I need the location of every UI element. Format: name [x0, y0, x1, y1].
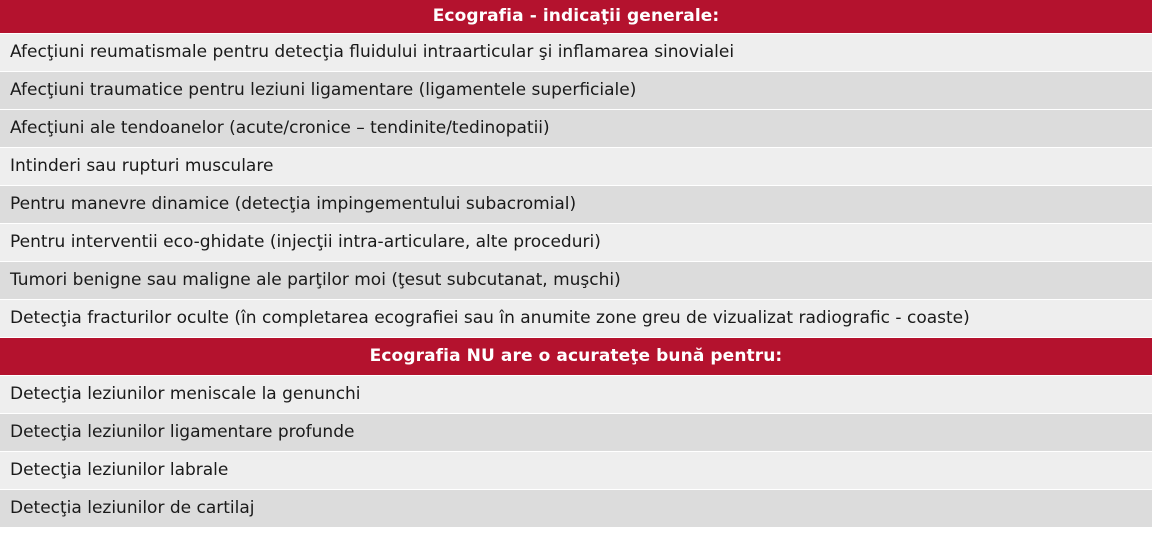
table-row: Pentru interventii eco-ghidate (injecţii intra-articulare, alte proceduri) — [0, 224, 1152, 261]
table-row: Detecţia leziunilor meniscale la genunchi — [0, 376, 1152, 413]
table-row: Detecţia leziunilor ligamentare profunde — [0, 414, 1152, 451]
table-row: Tumori benigne sau maligne ale parţilor moi (ţesut subcutanat, muşchi) — [0, 262, 1152, 299]
table-row: Pentru manevre dinamice (detecţia impingementului subacromial) — [0, 186, 1152, 223]
table-row: Detecţia fracturilor oculte (în completarea ecografiei sau în anumite zone greu de vizualizat radiografic - coaste) — [0, 300, 1152, 337]
table-row: Afecţiuni reumatismale pentru detecţia fluidului intraarticular şi inflamarea sinovialei — [0, 34, 1152, 71]
table-row: Detecţia leziunilor labrale — [0, 452, 1152, 489]
section-header-general: Ecografia - indicaţii generale: — [0, 0, 1152, 33]
table-row: Intinderi sau rupturi musculare — [0, 148, 1152, 185]
table-row: Afecţiuni traumatice pentru leziuni ligamentare (ligamentele superficiale) — [0, 72, 1152, 109]
table-row: Afecţiuni ale tendoanelor (acute/cronice – tendinite/tedinopatii) — [0, 110, 1152, 147]
table-row: Detecţia leziunilor de cartilaj — [0, 490, 1152, 527]
section-header-limitations: Ecografia NU are o acurateţe bună pentru: — [0, 338, 1152, 375]
